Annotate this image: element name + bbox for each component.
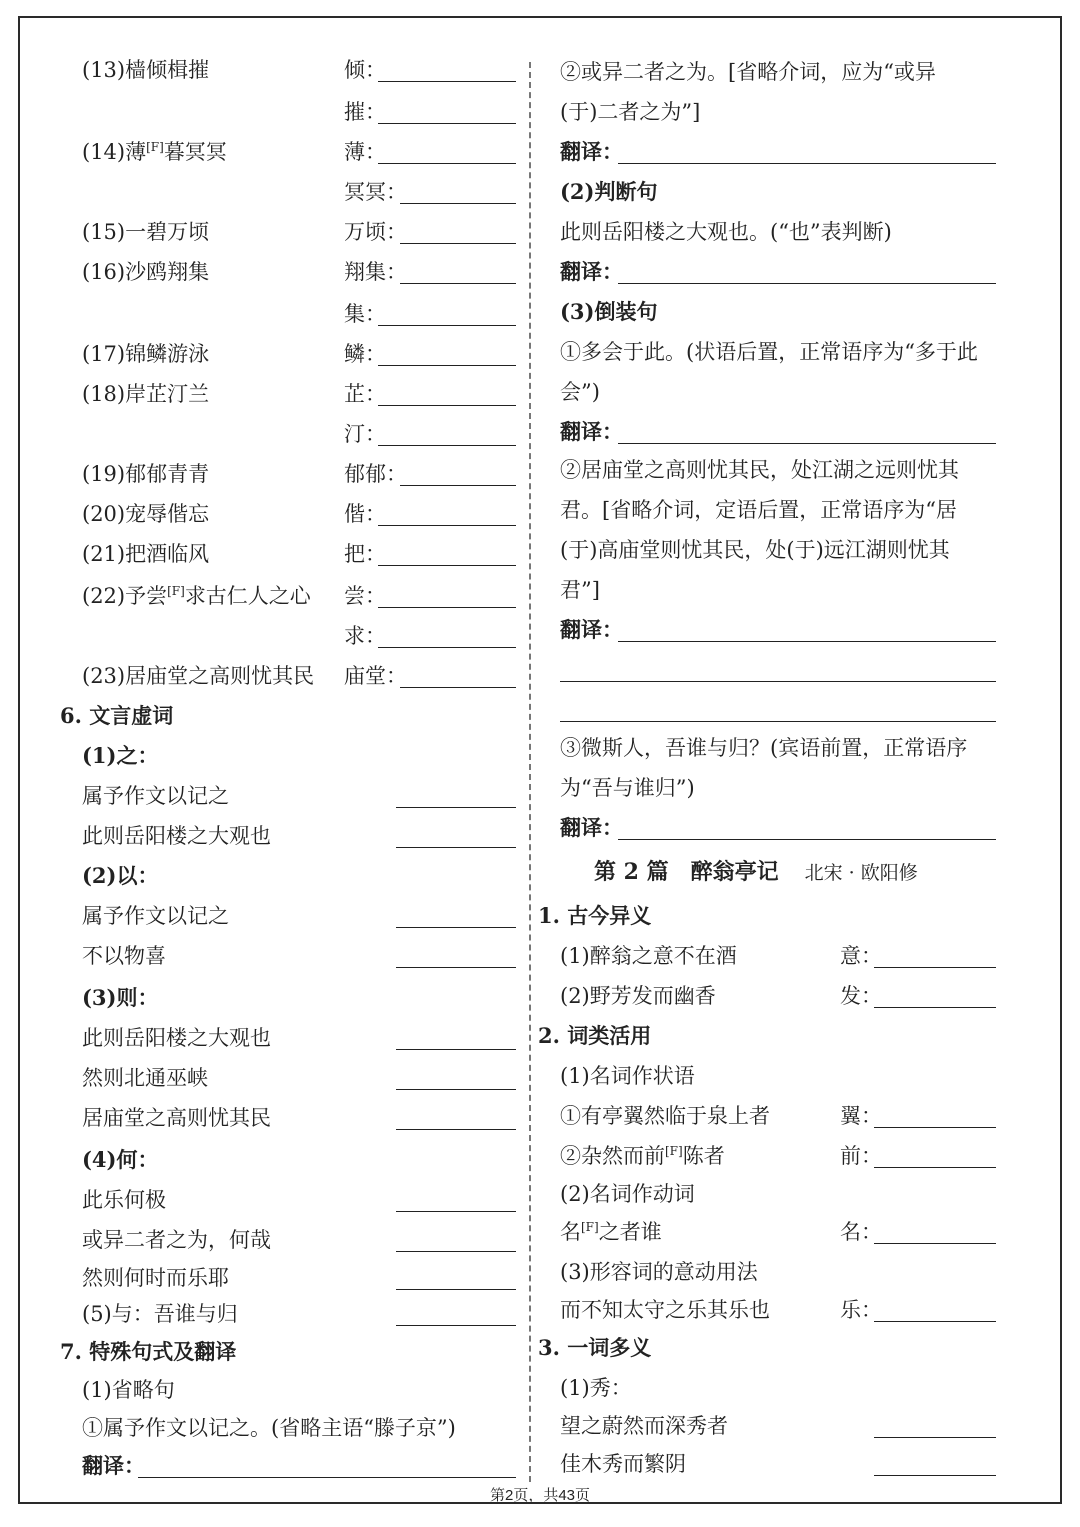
item-text: 属予作文以记之 xyxy=(82,784,229,808)
answer-blank[interactable] xyxy=(560,681,996,682)
answer-blank[interactable] xyxy=(378,525,516,526)
blank-label: 冥冥： xyxy=(344,180,407,204)
daozhuang-1-line1: ①多会于此。(状语后置，正常语序为“多于此 xyxy=(560,340,978,364)
question-16-b xyxy=(82,294,522,334)
question-text: (16)沙鸥翔集 xyxy=(82,260,210,284)
blank-label: 庙堂： xyxy=(344,664,407,688)
question-text: (14)薄[F]暮冥冥 xyxy=(82,140,227,164)
answer-blank[interactable] xyxy=(378,565,516,566)
question-18-b xyxy=(82,414,522,454)
question-22-b xyxy=(82,616,522,656)
xiu-heading: (1)秀： xyxy=(560,1376,632,1400)
translation-row xyxy=(560,610,1000,650)
blank-label: 偕： xyxy=(344,502,386,526)
daozhuang-2-line3: (于)高庙堂则忧其民，处(于)远江湖则忧其 xyxy=(560,538,950,562)
answer-blank[interactable] xyxy=(874,967,996,968)
item-text: ①有亭翼然临于泉上者 xyxy=(560,1104,770,1128)
zhi-heading: (1)之： xyxy=(82,743,159,768)
translation-row xyxy=(82,1446,522,1486)
chapter-title-row xyxy=(594,852,918,892)
blank-label: 翼： xyxy=(840,1104,882,1128)
answer-blank[interactable] xyxy=(378,81,516,82)
answer-blank[interactable] xyxy=(874,1321,996,1322)
cilei-2-heading: (2)名词作动词 xyxy=(560,1182,695,1206)
translation-extra-line xyxy=(560,650,1000,690)
answer-blank[interactable] xyxy=(396,1289,516,1290)
page-number: 第2页，共43页 xyxy=(489,1487,591,1504)
daozhuang-2-line1: ②居庙堂之高则忧其民，处江湖之远则忧其 xyxy=(560,458,959,482)
question-16 xyxy=(82,252,522,292)
item-text: ②杂然而前[F]陈者 xyxy=(560,1144,725,1168)
blank-label: 万顷： xyxy=(344,220,407,244)
answer-blank[interactable] xyxy=(378,445,516,446)
translation-row xyxy=(560,132,1000,172)
answer-blank[interactable] xyxy=(396,927,516,928)
blank-label: 乐： xyxy=(840,1298,882,1322)
answer-blank[interactable] xyxy=(378,405,516,406)
translation-label: 翻译： xyxy=(560,259,623,284)
item-text: 望之蔚然而深秀者 xyxy=(560,1414,728,1438)
yi-heading: (2)以： xyxy=(82,863,159,888)
question-19 xyxy=(82,454,522,494)
blank-label: 摧： xyxy=(344,100,386,124)
blank-label: 汀： xyxy=(344,422,386,446)
sheng-heading: (1)省略句 xyxy=(82,1378,175,1402)
item-text: 名[F]之者谁 xyxy=(560,1220,662,1244)
duoyi-heading: 3. 一词多义 xyxy=(538,1335,652,1360)
he-item xyxy=(82,1220,522,1260)
answer-blank[interactable] xyxy=(396,1089,516,1090)
item-text: (1)醉翁之意不在酒 xyxy=(560,944,737,968)
answer-blank[interactable] xyxy=(560,721,996,722)
he-heading: (4)何： xyxy=(82,1147,159,1172)
sentence-2-line2: (于)二者之为”] xyxy=(560,100,701,124)
blank-label: 倾： xyxy=(344,58,386,82)
cilei-item xyxy=(560,1096,1000,1136)
yu-item xyxy=(82,1294,522,1334)
question-text: (15)一碧万顷 xyxy=(82,220,210,244)
question-text: (17)锦鳞游泳 xyxy=(82,342,210,366)
zhi-item xyxy=(82,776,522,816)
zhi-item xyxy=(82,816,522,856)
answer-blank[interactable] xyxy=(874,1243,996,1244)
gujin-item xyxy=(560,936,1000,976)
cilei-heading: 2. 词类活用 xyxy=(538,1023,652,1048)
daozhuang-heading: (3)倒装句 xyxy=(560,299,658,324)
blank-label: 意： xyxy=(840,944,882,968)
cilei-item xyxy=(560,1212,1000,1252)
answer-blank[interactable] xyxy=(618,163,996,164)
question-15 xyxy=(82,212,522,252)
blank-label: 芷： xyxy=(344,382,386,406)
answer-blank[interactable] xyxy=(874,1475,996,1476)
yi-item xyxy=(82,936,522,976)
answer-blank[interactable] xyxy=(378,325,516,326)
item-text: 属予作文以记之 xyxy=(82,904,229,928)
gujin-item xyxy=(560,976,1000,1016)
daozhuang-1-line2: 会”) xyxy=(560,380,600,404)
daozhuang-2-line2: 君。[省略介词，定语后置，正常语序为“居 xyxy=(560,498,957,522)
panduan-sentence: 此则岳阳楼之大观也。(“也”表判断) xyxy=(560,220,892,244)
question-14 xyxy=(82,132,522,172)
answer-blank[interactable] xyxy=(400,203,516,204)
chapter-author: 北宋 · 欧阳修 xyxy=(804,862,918,884)
answer-blank[interactable] xyxy=(396,1325,516,1326)
answer-blank[interactable] xyxy=(396,967,516,968)
blank-label: 把： xyxy=(344,542,386,566)
daozhuang-2-line4: 君”] xyxy=(560,578,600,602)
ze-item xyxy=(82,1098,522,1138)
question-18 xyxy=(82,374,522,414)
answer-blank[interactable] xyxy=(396,847,516,848)
question-text: (21)把酒临风 xyxy=(82,542,210,566)
answer-blank[interactable] xyxy=(618,641,996,642)
answer-blank[interactable] xyxy=(874,1127,996,1128)
question-17 xyxy=(82,334,522,374)
answer-blank[interactable] xyxy=(378,163,516,164)
answer-blank[interactable] xyxy=(400,485,516,486)
blank-label: 集： xyxy=(344,302,386,326)
translation-label: 翻译： xyxy=(560,617,623,642)
item-text: 此则岳阳楼之大观也 xyxy=(82,824,271,848)
blank-label: 薄： xyxy=(344,140,386,164)
answer-blank[interactable] xyxy=(874,1167,996,1168)
answer-blank[interactable] xyxy=(378,647,516,648)
blank-label: 发： xyxy=(840,984,882,1008)
xiu-item xyxy=(560,1406,1000,1446)
item-text: (5)与：吾谁与归 xyxy=(82,1302,238,1326)
blank-label: 尝： xyxy=(344,584,386,608)
translation-label: 翻译： xyxy=(560,815,623,840)
ze-item xyxy=(82,1018,522,1058)
section-7-heading: 7. 特殊句式及翻译 xyxy=(60,1339,237,1364)
item-text: 而不知太守之乐其乐也 xyxy=(560,1298,770,1322)
cilei-item xyxy=(560,1136,1000,1176)
answer-blank[interactable] xyxy=(138,1477,516,1478)
answer-blank[interactable] xyxy=(378,123,516,124)
answer-blank[interactable] xyxy=(396,1049,516,1050)
answer-blank[interactable] xyxy=(400,243,516,244)
ze-item xyxy=(82,1058,522,1098)
item-text: 然则何时而乐耶 xyxy=(82,1266,229,1290)
answer-blank[interactable] xyxy=(396,1129,516,1130)
ze-heading: (3)则： xyxy=(82,985,159,1010)
item-text: 佳木秀而繁阴 xyxy=(560,1452,686,1476)
translation-row xyxy=(560,808,1000,848)
he-item xyxy=(82,1258,522,1298)
sentence-2-line1: ②或异二者之为。[省略介词，应为“或异 xyxy=(560,60,936,84)
item-text: 或异二者之为，何哉 xyxy=(82,1228,271,1252)
question-14-b xyxy=(82,172,522,212)
question-text: (13)樯倾楫摧 xyxy=(82,58,210,82)
translation-label: 翻译： xyxy=(560,419,623,444)
blank-label: 求： xyxy=(344,624,386,648)
question-text: (19)郁郁青青 xyxy=(82,462,210,486)
item-text: 此乐何极 xyxy=(82,1188,166,1212)
question-text: (22)予尝[F]求古仁人之心 xyxy=(82,584,311,608)
answer-blank[interactable] xyxy=(396,807,516,808)
translation-row xyxy=(560,412,1000,452)
question-text: (20)宠辱偕忘 xyxy=(82,502,210,526)
question-13 xyxy=(82,50,522,90)
question-13-b xyxy=(82,92,522,132)
question-23 xyxy=(82,656,522,696)
item-text: 此则岳阳楼之大观也 xyxy=(82,1026,271,1050)
column-divider xyxy=(529,62,531,1482)
cilei-1-heading: (1)名词作状语 xyxy=(560,1064,695,1088)
panduan-heading: (2)判断句 xyxy=(560,179,658,204)
daozhuang-3-line2: 为“吾与谁归”) xyxy=(560,776,695,800)
he-item xyxy=(82,1180,522,1220)
translation-extra-line xyxy=(560,690,1000,730)
yi-item xyxy=(82,896,522,936)
gujin-heading: 1. 古今异义 xyxy=(538,903,652,928)
answer-blank[interactable] xyxy=(378,365,516,366)
question-text: (23)居庙堂之高则忧其民 xyxy=(82,664,315,688)
answer-blank[interactable] xyxy=(400,687,516,688)
cilei-3-heading: (3)形容词的意动用法 xyxy=(560,1260,758,1284)
item-text: 不以物喜 xyxy=(82,944,166,968)
answer-blank[interactable] xyxy=(618,443,996,444)
answer-blank[interactable] xyxy=(618,283,996,284)
blank-label: 前： xyxy=(840,1144,882,1168)
answer-blank[interactable] xyxy=(378,607,516,608)
blank-label: 郁郁： xyxy=(344,462,407,486)
answer-blank[interactable] xyxy=(618,839,996,840)
item-text: (2)野芳发而幽香 xyxy=(560,984,716,1008)
section-6-heading: 6. 文言虚词 xyxy=(60,703,174,728)
chapter-title: 第 2 篇 醉翁亭记 xyxy=(594,859,779,885)
cilei-item xyxy=(560,1290,1000,1330)
item-text: 然则北通巫峡 xyxy=(82,1066,208,1090)
blank-label: 名： xyxy=(840,1220,882,1244)
translation-label: 翻译： xyxy=(82,1453,145,1478)
answer-blank[interactable] xyxy=(396,1211,516,1212)
question-22 xyxy=(82,576,522,616)
sheng-sentence: ①属予作文以记之。(省略主语“滕子京”) xyxy=(82,1416,456,1440)
translation-label: 翻译： xyxy=(560,139,623,164)
answer-blank[interactable] xyxy=(874,1007,996,1008)
xiu-item xyxy=(560,1444,1000,1484)
answer-blank[interactable] xyxy=(874,1437,996,1438)
question-21 xyxy=(82,534,522,574)
blank-label: 鳞： xyxy=(344,342,386,366)
translation-row xyxy=(560,252,1000,292)
question-20 xyxy=(82,494,522,534)
question-text: (18)岸芷汀兰 xyxy=(82,382,210,406)
daozhuang-3-line1: ③微斯人，吾谁与归？(宾语前置，正常语序 xyxy=(560,736,968,760)
answer-blank[interactable] xyxy=(396,1251,516,1252)
item-text: 居庙堂之高则忧其民 xyxy=(82,1106,271,1130)
answer-blank[interactable] xyxy=(400,283,516,284)
blank-label: 翔集： xyxy=(344,260,407,284)
